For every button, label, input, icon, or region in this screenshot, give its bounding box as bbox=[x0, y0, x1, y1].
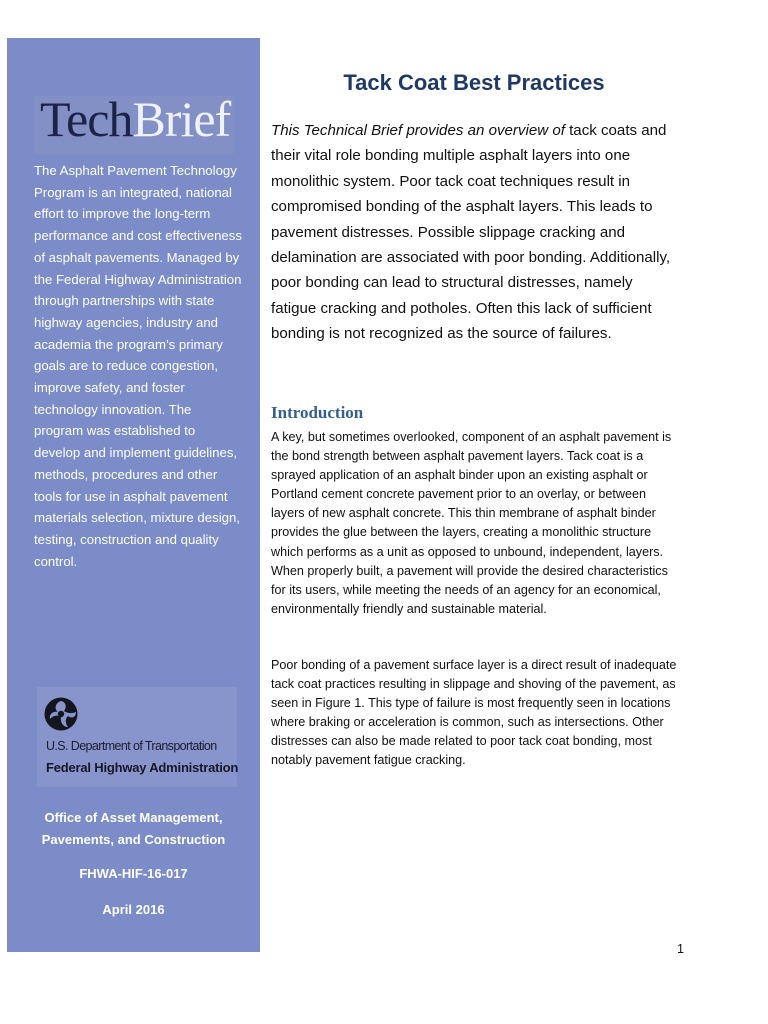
intro-paragraph-1: A key, but sometimes overlooked, component of an asphalt pavement is the bond strength between asphalt pavement layers. Tack coat is a sprayed application of an asphalt binder upon an existing asphalt or Portland cement concrete pavement prior to an overlay, or between layers of new asphalt concrete. This thin membrane of asphalt binder provides the glue between the layers, creating a monolithic structure which performs as a unit as opposed to unbound, independent, layers. When properly built, a pavement will provide the desired characteristics for its users, while meeting the needs of an agency for an economical, environmentally friendly and sustainable material. bbox=[271, 430, 672, 616]
page-title: Tack Coat Best Practices bbox=[343, 70, 605, 95]
logo-part-brief: Brief bbox=[132, 91, 231, 147]
section-heading-introduction: Introduction bbox=[271, 403, 364, 422]
fhwa-name: Federal Highway Administration bbox=[46, 760, 239, 775]
intro-body-text: tack coats and their vital role bonding multiple asphalt layers into one monolithic system. Poor tack coat techniques result in compromised bonding of the asphalt layers. This leads to pavement distresses. Possible slippage cracking and delamination are associated with poor bonding. Additionally, poor bonding can lead to structural distresses, namely fatigue cracking and potholes. Often this lack of sufficient bonding is not recognized as the source of failures. bbox=[271, 122, 671, 343]
intro-paragraph-2: Poor bonding of a pavement surface layer is a direct result of inadequate tack coat practices resulting in slippage and shoving of the pavement, as seen in Figure 1. This type of failure is most frequently seen in locations where braking or acceleration is common, such as intersections. Other distresses can also be made related to poor tack coat bonding, most notably pavement fatigue cracking. bbox=[271, 658, 677, 768]
page-number: 1 bbox=[677, 942, 684, 956]
dot-department-name: U.S. Department of Transportation bbox=[46, 739, 217, 753]
intro-summary bbox=[271, 118, 681, 347]
dot-emblem-icon bbox=[44, 697, 78, 731]
intro-italic-text: This Technical Brief provides an overview of bbox=[271, 122, 570, 139]
program-description: The Asphalt Pavement Technology Program is an integrated, national effort to improve the long-term performance and cost effectiveness of asphalt pavements. Managed by the Federal Highway Administration through partnerships with state highway agencies, industry and academia the program’s primary goals are to reduce congestion, improve safety, and foster technology innovation. The program was established to develop and implement guidelines, methods, procedures and other tools for use in asphalt pavement materials selection, mixture design, testing, construction and quality control. bbox=[34, 163, 242, 569]
publication-date: April 2016 bbox=[102, 902, 165, 917]
office-name: Office of Asset Management, Pavements, and Construction bbox=[41, 810, 226, 847]
publication-number: FHWA-HIF-16-017 bbox=[79, 866, 188, 881]
techbrief-logo bbox=[40, 91, 231, 147]
logo-part-tech: Tech bbox=[40, 91, 133, 147]
